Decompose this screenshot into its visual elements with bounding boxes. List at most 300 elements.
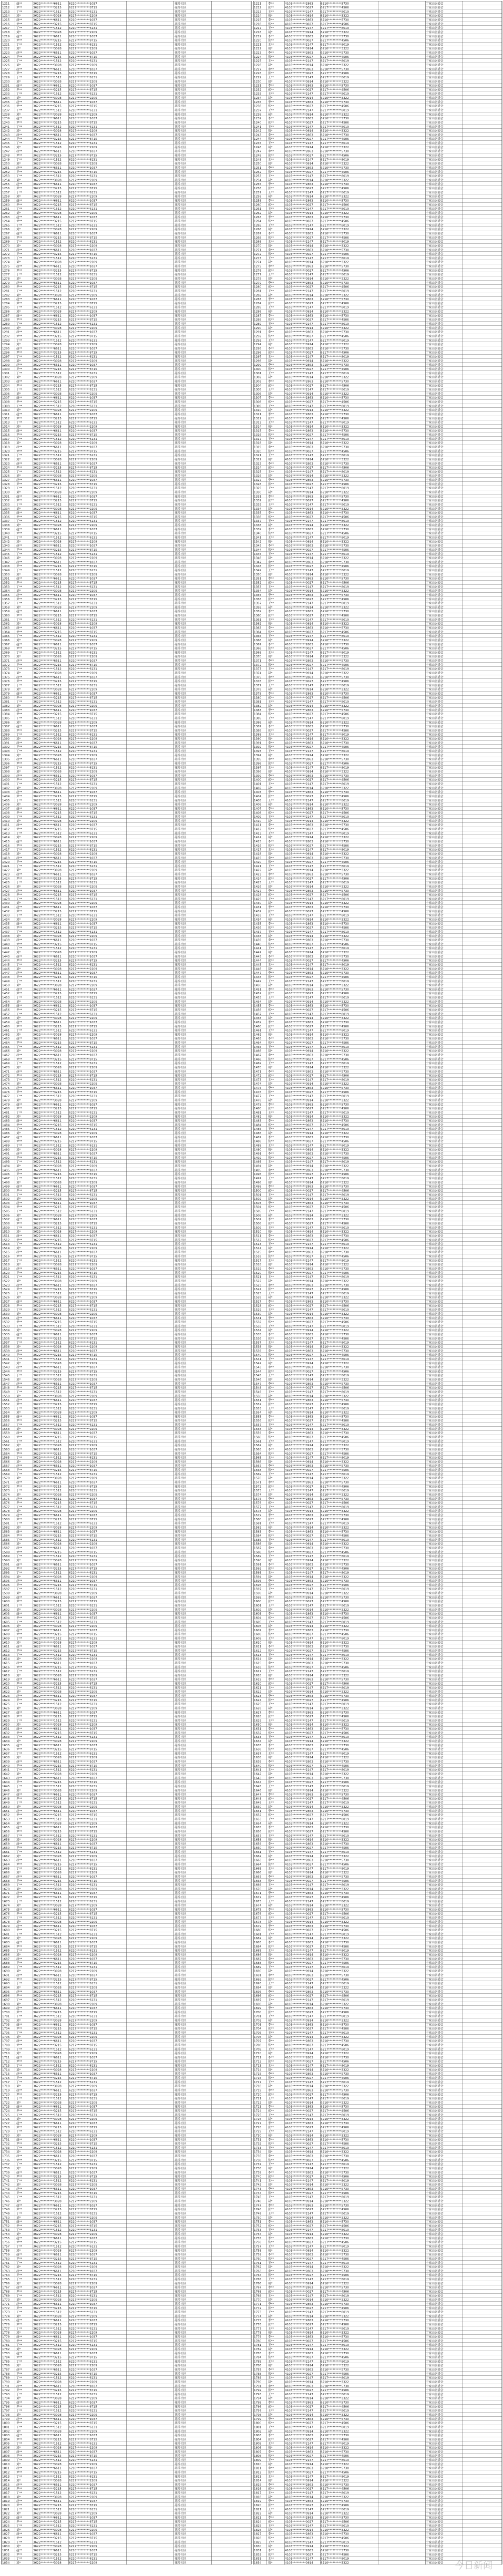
left-row-id: 3622*********3028 <box>33 770 61 774</box>
right-row-id: 4103*********0027 <box>285 1403 313 1406</box>
left-row-community: 花桥社区 <box>174 207 187 211</box>
right-row-number: 1488 <box>254 1140 262 1143</box>
right-row-card: 6217*********4506 <box>321 1222 349 1225</box>
left-row-name: 尹** <box>16 876 22 880</box>
left-row-community: 花桥社区 <box>174 466 187 470</box>
left-row-number: 1310 <box>2 409 10 412</box>
left-row-id: 3622*********3028 <box>33 540 61 543</box>
left-row-card: 6210*********1037 <box>69 282 97 285</box>
left-row-number: 1574 <box>2 1493 10 1497</box>
right-row-card: 6217*********4506 <box>321 1370 349 1373</box>
right-row-card: 6217*********8019 <box>321 766 349 769</box>
right-row-number: 1214 <box>254 15 262 18</box>
right-row-name: 胡* <box>268 589 273 593</box>
left-row-community: 花桥社区 <box>174 1192 187 1197</box>
left-row-id: 3622*********3028 <box>33 1116 61 1119</box>
left-row-name: 赵** <box>16 1119 22 1123</box>
right-row-number: 1282 <box>254 294 261 297</box>
left-row-number: 1532 <box>2 1321 9 1324</box>
left-row-name: 丁** <box>16 930 22 934</box>
left-row-community: 花桥社区 <box>174 317 187 322</box>
left-row-number: 1355 <box>2 594 10 597</box>
left-row-card: 6210*********6131 <box>69 290 97 293</box>
right-row-number: 1452 <box>254 992 261 995</box>
right-row-id: 4103*********0914 <box>285 1116 313 1119</box>
right-row-name: 张** <box>268 531 274 535</box>
right-row-card: 6210*********3322 <box>321 1526 349 1529</box>
left-row-card: 6217*********2209 <box>69 425 97 428</box>
right-row-number: 1469 <box>254 1062 262 1065</box>
left-row-id: 3622*********3215 <box>33 960 61 963</box>
right-row-number: 1333 <box>254 503 262 507</box>
right-row-name: 胡* <box>268 178 273 182</box>
left-row-name: 丁** <box>16 1078 22 1081</box>
right-row-community: 宁家山居委会 <box>426 1020 444 1024</box>
left-row-number: 1399 <box>2 775 10 778</box>
right-row-community: 宁家山居委会 <box>426 806 444 810</box>
left-row-id: 3622*********1512 <box>33 914 61 918</box>
left-row-number: 1329 <box>2 487 10 490</box>
left-row-community: 花桥社区 <box>174 630 187 634</box>
left-row-id: 3622*********1512 <box>33 996 61 1000</box>
right-row-id: 4103*********2147 <box>285 1325 313 1328</box>
right-row-number: 1326 <box>254 475 262 478</box>
left-row-id: 3622*********3215 <box>33 1452 61 1456</box>
left-row-name: 尹** <box>16 860 22 864</box>
left-row-number: 1290 <box>2 327 10 330</box>
right-row-name: 李** <box>268 1497 274 1501</box>
right-row-card: 6210*********5730 <box>321 133 349 137</box>
right-row-card: 6217*********4506 <box>321 1124 349 1127</box>
left-row-name: 尹** <box>16 909 22 913</box>
right-row-name: 胡* <box>268 1262 273 1266</box>
right-row-number: 1386 <box>254 721 262 724</box>
right-row-name: 胡* <box>268 671 273 675</box>
left-row-name: 尹** <box>16 383 22 387</box>
left-row-id: 3622*********3215 <box>33 187 61 190</box>
left-row-number: 1483 <box>2 1120 10 1123</box>
right-row-number: 1212 <box>254 6 261 9</box>
right-row-card: 6210*********5730 <box>321 1037 349 1040</box>
left-row-number: 1224 <box>2 56 10 59</box>
left-row-id: 3622*********1512 <box>33 109 61 112</box>
left-row-name: 赵** <box>16 1266 22 1271</box>
right-row-number: 1322 <box>254 458 261 461</box>
right-row-name: 胡* <box>268 523 273 527</box>
right-row-number: 1499 <box>254 1186 262 1189</box>
right-row-name: 王** <box>268 1095 274 1098</box>
right-row-id: 4103*********2147 <box>285 996 313 1000</box>
left-row-name: 刘* <box>16 161 21 166</box>
right-row-number: 1450 <box>254 984 262 987</box>
left-row-number: 1540 <box>2 1354 10 1357</box>
left-row-number: 1259 <box>2 199 10 202</box>
left-row-community: 花桥社区 <box>174 737 187 741</box>
left-row-number: 1216 <box>2 23 10 26</box>
right-row-card: 6210*********5730 <box>321 1103 349 1106</box>
right-row-card: 6210*********5730 <box>321 594 349 597</box>
right-row-number: 1491 <box>254 1152 262 1156</box>
right-row-number: 1424 <box>254 877 262 880</box>
left-row-community: 花桥社区 <box>174 1443 187 1447</box>
right-row-card: 6210*********3322 <box>321 1411 349 1415</box>
right-row-number: 1496 <box>254 1173 262 1176</box>
right-row-id: 4103*********2147 <box>285 1391 313 1394</box>
left-row-number: 1501 <box>2 1193 10 1197</box>
right-row-id: 4103*********0914 <box>285 1066 313 1069</box>
right-row-card: 6217*********8019 <box>321 1029 349 1033</box>
left-row-card: 6217*********2209 <box>69 820 97 823</box>
right-row-community: 宁家山居委会 <box>426 248 444 252</box>
right-row-community: 宁家山居委会 <box>426 466 444 470</box>
left-row-name: 尹** <box>16 1271 22 1275</box>
left-row-number: 1449 <box>2 980 10 983</box>
right-row-number: 1315 <box>254 429 262 432</box>
right-row-number: 1504 <box>254 1206 262 1209</box>
right-row-id: 4103*********0027 <box>285 647 313 651</box>
right-row-name: 王** <box>268 1439 274 1443</box>
left-row-id: 3622*********3215 <box>33 23 61 26</box>
left-row-id: 3622*********3028 <box>33 557 61 560</box>
left-row-name: 尹** <box>16 1221 22 1225</box>
left-row-name: 赵** <box>16 790 22 794</box>
right-row-community: 宁家山居委会 <box>426 1028 444 1033</box>
right-row-name: 张** <box>268 301 274 305</box>
right-row-community: 宁家山居委会 <box>426 473 444 478</box>
right-row-name: 李** <box>268 1431 274 1435</box>
right-row-card: 6217*********4506 <box>321 664 349 667</box>
left-row-card: 6217*********8715 <box>69 1206 97 1209</box>
left-row-id: 3622*********1512 <box>33 1489 61 1492</box>
right-row-number: 1242 <box>254 130 261 133</box>
right-row-id: 4103*********0914 <box>285 902 313 905</box>
right-row-community: 宁家山居委会 <box>426 654 444 658</box>
right-row-card: 6210*********5730 <box>321 1366 349 1369</box>
left-row-name: 刘* <box>16 1000 21 1004</box>
left-row-card: 6210*********1037 <box>69 1366 97 1369</box>
right-row-id: 4103*********0027 <box>285 1502 313 1505</box>
right-row-id: 4103*********2147 <box>285 750 313 753</box>
left-row-card: 6217*********8715 <box>69 581 97 584</box>
right-row-card: 6217*********8019 <box>321 816 349 819</box>
right-row-card: 6217*********4506 <box>321 1107 349 1110</box>
right-row-number: 1226 <box>254 64 262 67</box>
left-row-id: 3622*********3215 <box>33 318 61 322</box>
left-row-number: 1333 <box>2 503 10 507</box>
right-row-community: 宁家山居委会 <box>426 708 444 712</box>
left-row-id: 3622*********6611 <box>33 364 61 367</box>
left-row-card: 6210*********6131 <box>69 1440 97 1443</box>
left-row-community: 花桥社区 <box>174 995 187 1000</box>
right-row-number: 1558 <box>254 1428 262 1431</box>
left-row-community: 花桥社区 <box>174 925 187 930</box>
left-row-name: 刘* <box>16 408 21 412</box>
left-row-id: 3622*********6611 <box>33 1481 61 1484</box>
left-row-name: 丁** <box>16 519 22 523</box>
left-row-number: 1514 <box>2 1247 10 1250</box>
left-row-number: 1372 <box>2 664 9 667</box>
right-row-name: 王** <box>268 454 274 457</box>
right-row-name: 张** <box>268 1122 274 1127</box>
left-row-name: 刘* <box>16 654 21 658</box>
left-row-id: 3622*********1512 <box>33 503 61 507</box>
left-row-name: 刘* <box>16 457 21 461</box>
left-row-id: 3622*********3028 <box>33 984 61 987</box>
right-row-name: 李** <box>268 987 274 991</box>
left-row-number: 1389 <box>2 734 10 737</box>
right-row-id: 4103*********0914 <box>285 705 313 708</box>
right-row-number: 1298 <box>254 359 262 363</box>
left-row-card: 6210*********6131 <box>69 1489 97 1492</box>
right-row-community: 宁家山居委会 <box>426 387 444 391</box>
left-row-card: 6217*********2209 <box>69 1362 97 1365</box>
right-row-community: 宁家山居委会 <box>426 769 444 774</box>
right-row-id: 4103*********2147 <box>285 241 313 244</box>
right-row-card: 6217*********8019 <box>321 158 349 161</box>
right-row-community: 宁家山居委会 <box>426 305 444 310</box>
right-row-id: 4103*********0914 <box>285 130 313 133</box>
left-row-id: 3622*********3028 <box>33 688 61 692</box>
left-row-community: 花桥社区 <box>174 848 187 852</box>
right-row-number: 1439 <box>254 939 262 942</box>
right-row-number: 1292 <box>254 335 261 338</box>
left-row-community: 花桥社区 <box>174 757 187 761</box>
right-row-name: 李** <box>268 872 274 877</box>
left-row-card: 6210*********1037 <box>69 19 97 22</box>
left-row-card: 6217*********8715 <box>69 680 97 683</box>
left-row-name: 尹** <box>16 745 22 749</box>
left-row-id: 3622*********3215 <box>33 39 61 43</box>
left-row-id: 3622*********1512 <box>33 257 61 260</box>
left-row-id: 3622*********6611 <box>33 2 61 5</box>
right-row-id: 4103*********2147 <box>285 1243 313 1246</box>
left-row-name: 赵** <box>16 396 22 400</box>
left-row-name: 尹** <box>16 1468 22 1472</box>
left-row-number: 1369 <box>2 651 10 654</box>
left-row-name: 丁** <box>16 92 22 96</box>
left-row-card: 6210*********6131 <box>69 553 97 556</box>
right-row-number: 1338 <box>254 524 262 527</box>
left-row-id: 3622*********3028 <box>33 1313 61 1316</box>
left-row-number: 1401 <box>2 783 10 786</box>
right-row-community: 宁家山居委会 <box>426 1209 444 1213</box>
left-row-id: 3622*********6611 <box>33 397 61 400</box>
right-row-name: 王** <box>268 158 274 161</box>
left-row-id: 3622*********1512 <box>33 799 61 802</box>
right-row-card: 6217*********4506 <box>321 434 349 437</box>
left-row-card: 6217*********8715 <box>69 713 97 716</box>
right-row-number: 1348 <box>254 565 262 568</box>
right-row-card: 6210*********3322 <box>321 787 349 790</box>
left-row-community: 花桥社区 <box>174 223 187 227</box>
left-row-id: 3622*********1512 <box>33 734 61 737</box>
right-row-name: 李** <box>268 971 274 975</box>
left-row-number: 1223 <box>2 51 10 55</box>
left-row-card: 6210*********6131 <box>69 273 97 276</box>
right-row-card: 6210*********5730 <box>321 446 349 449</box>
right-row-number: 1377 <box>254 684 262 687</box>
right-row-community: 宁家山居委会 <box>426 363 444 367</box>
left-row-card: 6210*********1037 <box>69 249 97 252</box>
right-row-id: 4103*********2863 <box>285 922 313 925</box>
right-row-community: 宁家山居委会 <box>426 84 444 88</box>
right-row-community: 宁家山居委会 <box>426 749 444 753</box>
left-row-card: 6217*********8715 <box>69 1321 97 1324</box>
right-row-id: 4103*********0027 <box>285 696 313 699</box>
right-row-id: 4103*********2147 <box>285 1308 313 1312</box>
left-row-id: 3622*********1512 <box>33 1407 61 1410</box>
left-row-community: 花桥社区 <box>174 30 187 34</box>
left-row-community: 花桥社区 <box>174 609 187 613</box>
right-row-name: 胡* <box>268 1394 273 1398</box>
right-row-number: 1536 <box>254 1337 262 1341</box>
right-row-card: 6210*********5730 <box>321 183 349 186</box>
left-row-name: 尹** <box>16 991 22 995</box>
right-row-id: 4103*********0914 <box>285 376 313 379</box>
left-row-card: 6210*********1037 <box>69 873 97 877</box>
left-row-card: 6217*********2209 <box>69 935 97 938</box>
left-row-id: 3622*********1512 <box>33 684 61 687</box>
right-row-community: 宁家山居委会 <box>426 552 444 556</box>
right-row-id: 4103*********2863 <box>285 1399 313 1402</box>
left-row-card: 6210*********1037 <box>69 643 97 646</box>
left-row-card: 6217*********8715 <box>69 154 97 157</box>
left-row-number: 1562 <box>2 1444 9 1447</box>
left-row-id: 3622*********6611 <box>33 1152 61 1156</box>
left-row-name: 赵** <box>16 34 22 38</box>
left-row-id: 3622*********3028 <box>33 639 61 642</box>
left-row-id: 3622*********1512 <box>33 1374 61 1377</box>
right-row-community: 宁家山居委会 <box>426 593 444 597</box>
right-row-community: 宁家山居委会 <box>426 391 444 396</box>
left-row-community: 花桥社区 <box>174 1271 187 1275</box>
right-row-card: 6210*********5730 <box>321 709 349 712</box>
left-row-name: 丁** <box>16 749 22 753</box>
left-row-number: 1352 <box>2 581 9 584</box>
right-row-name: 李** <box>268 1529 274 1533</box>
right-row-number: 1327 <box>254 479 262 482</box>
right-row-name: 李** <box>268 1069 274 1074</box>
left-row-card: 6217*********2209 <box>69 1395 97 1398</box>
right-row-number: 1522 <box>254 1280 261 1283</box>
left-row-number: 1273 <box>2 257 10 260</box>
right-row-name: 王** <box>268 1292 274 1295</box>
right-row-card: 6217*********4506 <box>321 236 349 240</box>
right-row-name: 李** <box>268 494 274 498</box>
right-row-name: 胡* <box>268 1016 273 1020</box>
right-row-community: 宁家山居委会 <box>426 1074 444 1078</box>
left-row-card: 6210*********6131 <box>69 931 97 934</box>
left-row-name: 尹** <box>16 1501 22 1505</box>
right-row-card: 6210*********5730 <box>321 2 349 5</box>
left-row-card: 6217*********2209 <box>69 688 97 692</box>
right-row-name: 王** <box>268 1111 274 1115</box>
left-row-community: 花桥社区 <box>174 1300 187 1304</box>
right-row-id: 4103*********2147 <box>285 1358 313 1361</box>
left-row-id: 3622*********1512 <box>33 421 61 425</box>
right-row-card: 6210*********5730 <box>321 495 349 498</box>
left-row-number: 1360 <box>2 614 10 617</box>
left-row-community: 花桥社区 <box>174 396 187 400</box>
left-row-number: 1229 <box>2 76 10 79</box>
left-row-name: 丁** <box>16 1357 22 1361</box>
right-row-card: 6217*********8019 <box>321 585 349 589</box>
right-row-card: 6217*********4506 <box>321 450 349 453</box>
right-row-name: 王** <box>268 831 274 835</box>
left-row-number: 1257 <box>2 191 10 194</box>
right-row-id: 4103*********2147 <box>285 569 313 572</box>
right-row-id: 4103*********2863 <box>285 561 313 564</box>
right-row-number: 1351 <box>254 578 262 581</box>
left-row-id: 3622*********6611 <box>33 725 61 728</box>
right-row-card: 6217*********4506 <box>321 368 349 371</box>
left-row-name: 尹** <box>16 120 22 125</box>
right-row-number: 1321 <box>254 454 262 457</box>
right-row-id: 4103*********0914 <box>285 1050 313 1053</box>
left-row-number: 1466 <box>2 1050 10 1053</box>
left-row-community: 花桥社区 <box>174 14 187 18</box>
right-row-community: 宁家山居委会 <box>426 1007 444 1012</box>
left-row-number: 1511 <box>2 1234 10 1238</box>
right-row-community: 宁家山居委会 <box>426 1435 444 1439</box>
right-row-card: 6217*********8019 <box>321 109 349 112</box>
right-row-card: 6217*********4506 <box>321 1321 349 1324</box>
right-row-name: 张** <box>268 695 274 699</box>
left-row-community: 花桥社区 <box>174 198 187 202</box>
right-row-id: 4103*********0914 <box>285 836 313 839</box>
right-row-community: 宁家山居委会 <box>426 420 444 425</box>
left-row-id: 3622*********1512 <box>33 881 61 884</box>
left-row-community: 花桥社区 <box>174 601 187 605</box>
right-row-card: 6210*********5730 <box>321 643 349 646</box>
left-row-id: 3622*********3028 <box>33 655 61 658</box>
right-row-name: 胡* <box>268 14 273 18</box>
left-row-community: 花桥社区 <box>174 1086 187 1090</box>
right-row-number: 1361 <box>254 619 262 622</box>
left-row-name: 赵** <box>16 116 22 120</box>
left-row-number: 1350 <box>2 573 10 576</box>
right-row-id: 4103*********0914 <box>285 244 313 248</box>
left-row-name: 丁** <box>16 1127 22 1131</box>
left-row-number: 1250 <box>2 162 10 166</box>
right-row-name: 张** <box>268 1254 274 1259</box>
right-row-name: 李** <box>268 281 274 285</box>
right-row-name: 王** <box>268 1275 274 1279</box>
right-row-id: 4103*********2863 <box>285 1251 313 1254</box>
right-row-community: 宁家山居委会 <box>426 1295 444 1300</box>
left-row-name: 赵** <box>16 938 22 942</box>
left-row-card: 6210*********1037 <box>69 1317 97 1320</box>
left-row-id: 3622*********3028 <box>33 31 61 34</box>
left-row-number: 1453 <box>2 996 10 1000</box>
left-row-id: 3622*********6611 <box>33 68 61 71</box>
right-row-id: 4103*********0914 <box>285 508 313 511</box>
right-row-id: 4103*********0027 <box>285 318 313 322</box>
right-row-id: 4103*********0914 <box>285 442 313 445</box>
right-row-community: 宁家山居委会 <box>426 1447 444 1451</box>
right-row-card: 6217*********4506 <box>321 828 349 831</box>
right-row-card: 6217*********8019 <box>321 1506 349 1509</box>
right-row-id: 4103*********2863 <box>285 594 313 597</box>
right-row-name: 王** <box>268 634 274 638</box>
left-row-id: 3622*********1512 <box>33 438 61 441</box>
right-row-number: 1390 <box>254 738 262 741</box>
right-row-card: 6210*********3322 <box>321 1247 349 1250</box>
right-row-id: 4103*********2147 <box>285 60 313 63</box>
left-row-name: 刘* <box>16 46 21 50</box>
left-row-name: 丁** <box>16 1439 22 1443</box>
right-row-name: 胡* <box>268 96 273 100</box>
